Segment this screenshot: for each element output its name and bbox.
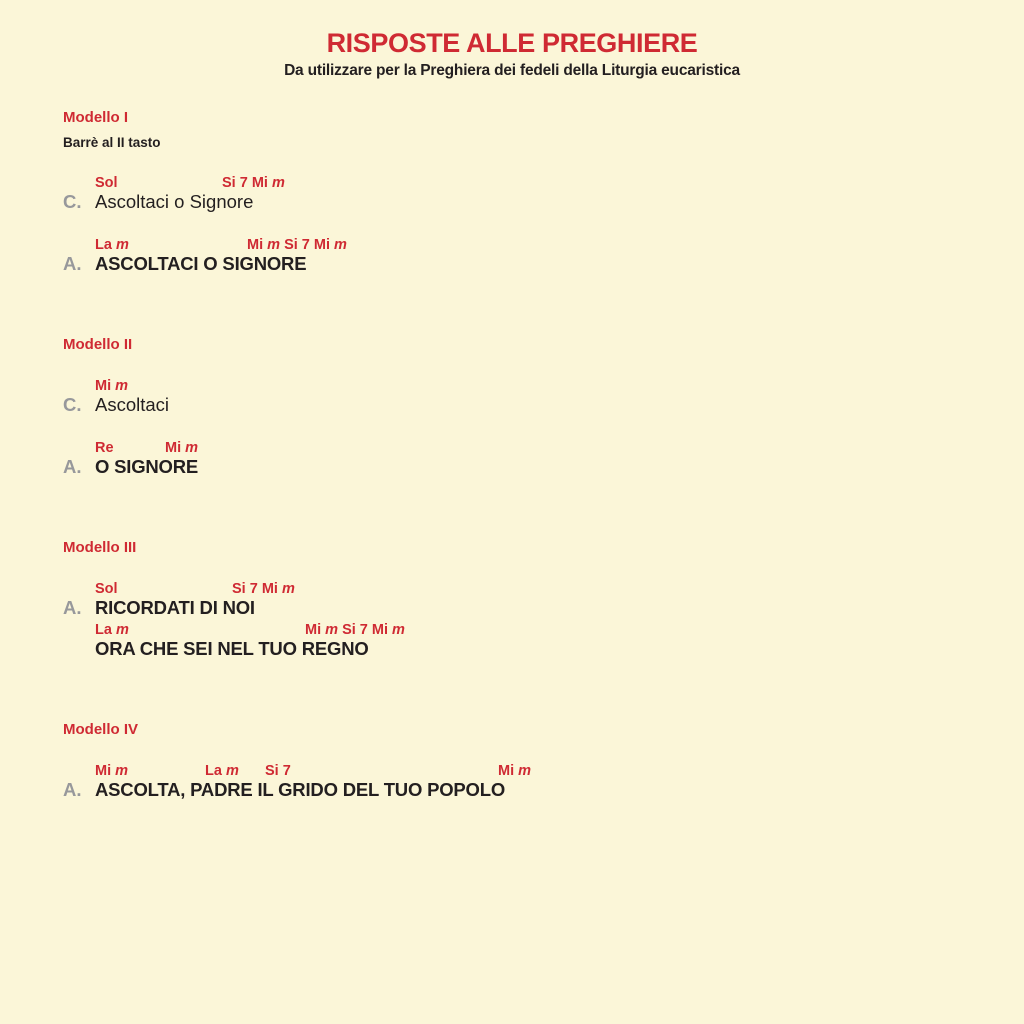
- lyric-text: O SIGNORE: [95, 456, 199, 477]
- model-section: [0, 109, 1024, 275]
- speaker-label: A.: [63, 253, 82, 274]
- verse-row: [63, 581, 1024, 619]
- verse-row: [63, 175, 1024, 213]
- model-heading: Modello III: [63, 539, 137, 556]
- model-heading: Modello I: [63, 109, 128, 126]
- chord-symbol: Si 7 Mi m: [232, 581, 295, 597]
- chord-symbol: La m: [205, 763, 239, 779]
- lyric-row: [63, 253, 1024, 275]
- lyric-text: ASCOLTA, PADRE IL GRIDO DEL TUO POPOLO: [95, 779, 506, 800]
- speaker-label: A.: [63, 597, 82, 618]
- chord-row: [95, 378, 1024, 394]
- speaker-label: A.: [63, 779, 82, 800]
- model-section: [0, 539, 1024, 660]
- model-section: [0, 336, 1024, 478]
- chord-row: [95, 440, 1024, 456]
- verse-row: [63, 763, 1024, 801]
- chord-symbol: Mi m: [165, 440, 199, 456]
- page-title: RISPOSTE ALLE PREGHIERE: [326, 28, 698, 58]
- lyric-row: [63, 779, 1024, 801]
- chord-symbol: Mi m Si 7 Mi m: [305, 622, 405, 638]
- chord-symbol: La m: [95, 237, 129, 253]
- lyric-row: [63, 597, 1024, 619]
- verse-line: [63, 763, 1024, 801]
- chord-symbol: Mi m: [95, 763, 129, 779]
- verse-line: [63, 440, 1024, 478]
- model-section: [0, 721, 1024, 801]
- lyric-text: RICORDATI DI NOI: [95, 597, 255, 618]
- models-list: [0, 109, 1024, 801]
- lyric-row: [63, 394, 1024, 416]
- chord-symbol: Sol: [95, 175, 118, 191]
- verse-line: [63, 378, 1024, 416]
- chord-symbol: Si 7: [265, 763, 291, 779]
- capo-note: Barrè al II tasto: [63, 135, 161, 150]
- lyric-row: [63, 456, 1024, 478]
- lyric-row: [63, 191, 1024, 213]
- verse-line: [63, 581, 1024, 660]
- chord-symbol: Si 7 Mi m: [222, 175, 285, 191]
- verse-line: [63, 237, 1024, 275]
- lyric-text: Ascoltaci: [95, 394, 170, 415]
- speaker-label: C.: [63, 394, 82, 415]
- chord-row: [95, 763, 1024, 779]
- speaker-label: A.: [63, 456, 82, 477]
- lyric-text: Ascoltaci o Signore: [95, 191, 254, 212]
- chord-symbol: Mi m Si 7 Mi m: [247, 237, 347, 253]
- chord-symbol: Mi m: [498, 763, 532, 779]
- chord-row: [95, 237, 1024, 253]
- model-heading: Modello II: [63, 336, 133, 353]
- verse-row: [63, 622, 1024, 660]
- model-heading: Modello IV: [63, 721, 138, 738]
- chord-symbol: Sol: [95, 581, 118, 597]
- chord-row: [95, 581, 1024, 597]
- chord-symbol: Re: [95, 440, 114, 456]
- chord-row: [95, 175, 1024, 191]
- chord-row: [95, 622, 1024, 638]
- lyric-text: ASCOLTACI O SIGNORE: [95, 253, 307, 274]
- verse-row: [63, 237, 1024, 275]
- lyric-text: ORA CHE SEI NEL TUO REGNO: [95, 638, 369, 659]
- lyric-row: [63, 638, 1024, 660]
- chord-symbol: La m: [95, 622, 129, 638]
- chord-symbol: Mi m: [95, 378, 129, 394]
- verse-row: [63, 440, 1024, 478]
- verse-line: [63, 175, 1024, 213]
- verse-row: [63, 378, 1024, 416]
- speaker-label: C.: [63, 191, 82, 212]
- page-subtitle: Da utilizzare per la Preghiera dei fedeli della Liturgia eucaristica: [284, 62, 740, 79]
